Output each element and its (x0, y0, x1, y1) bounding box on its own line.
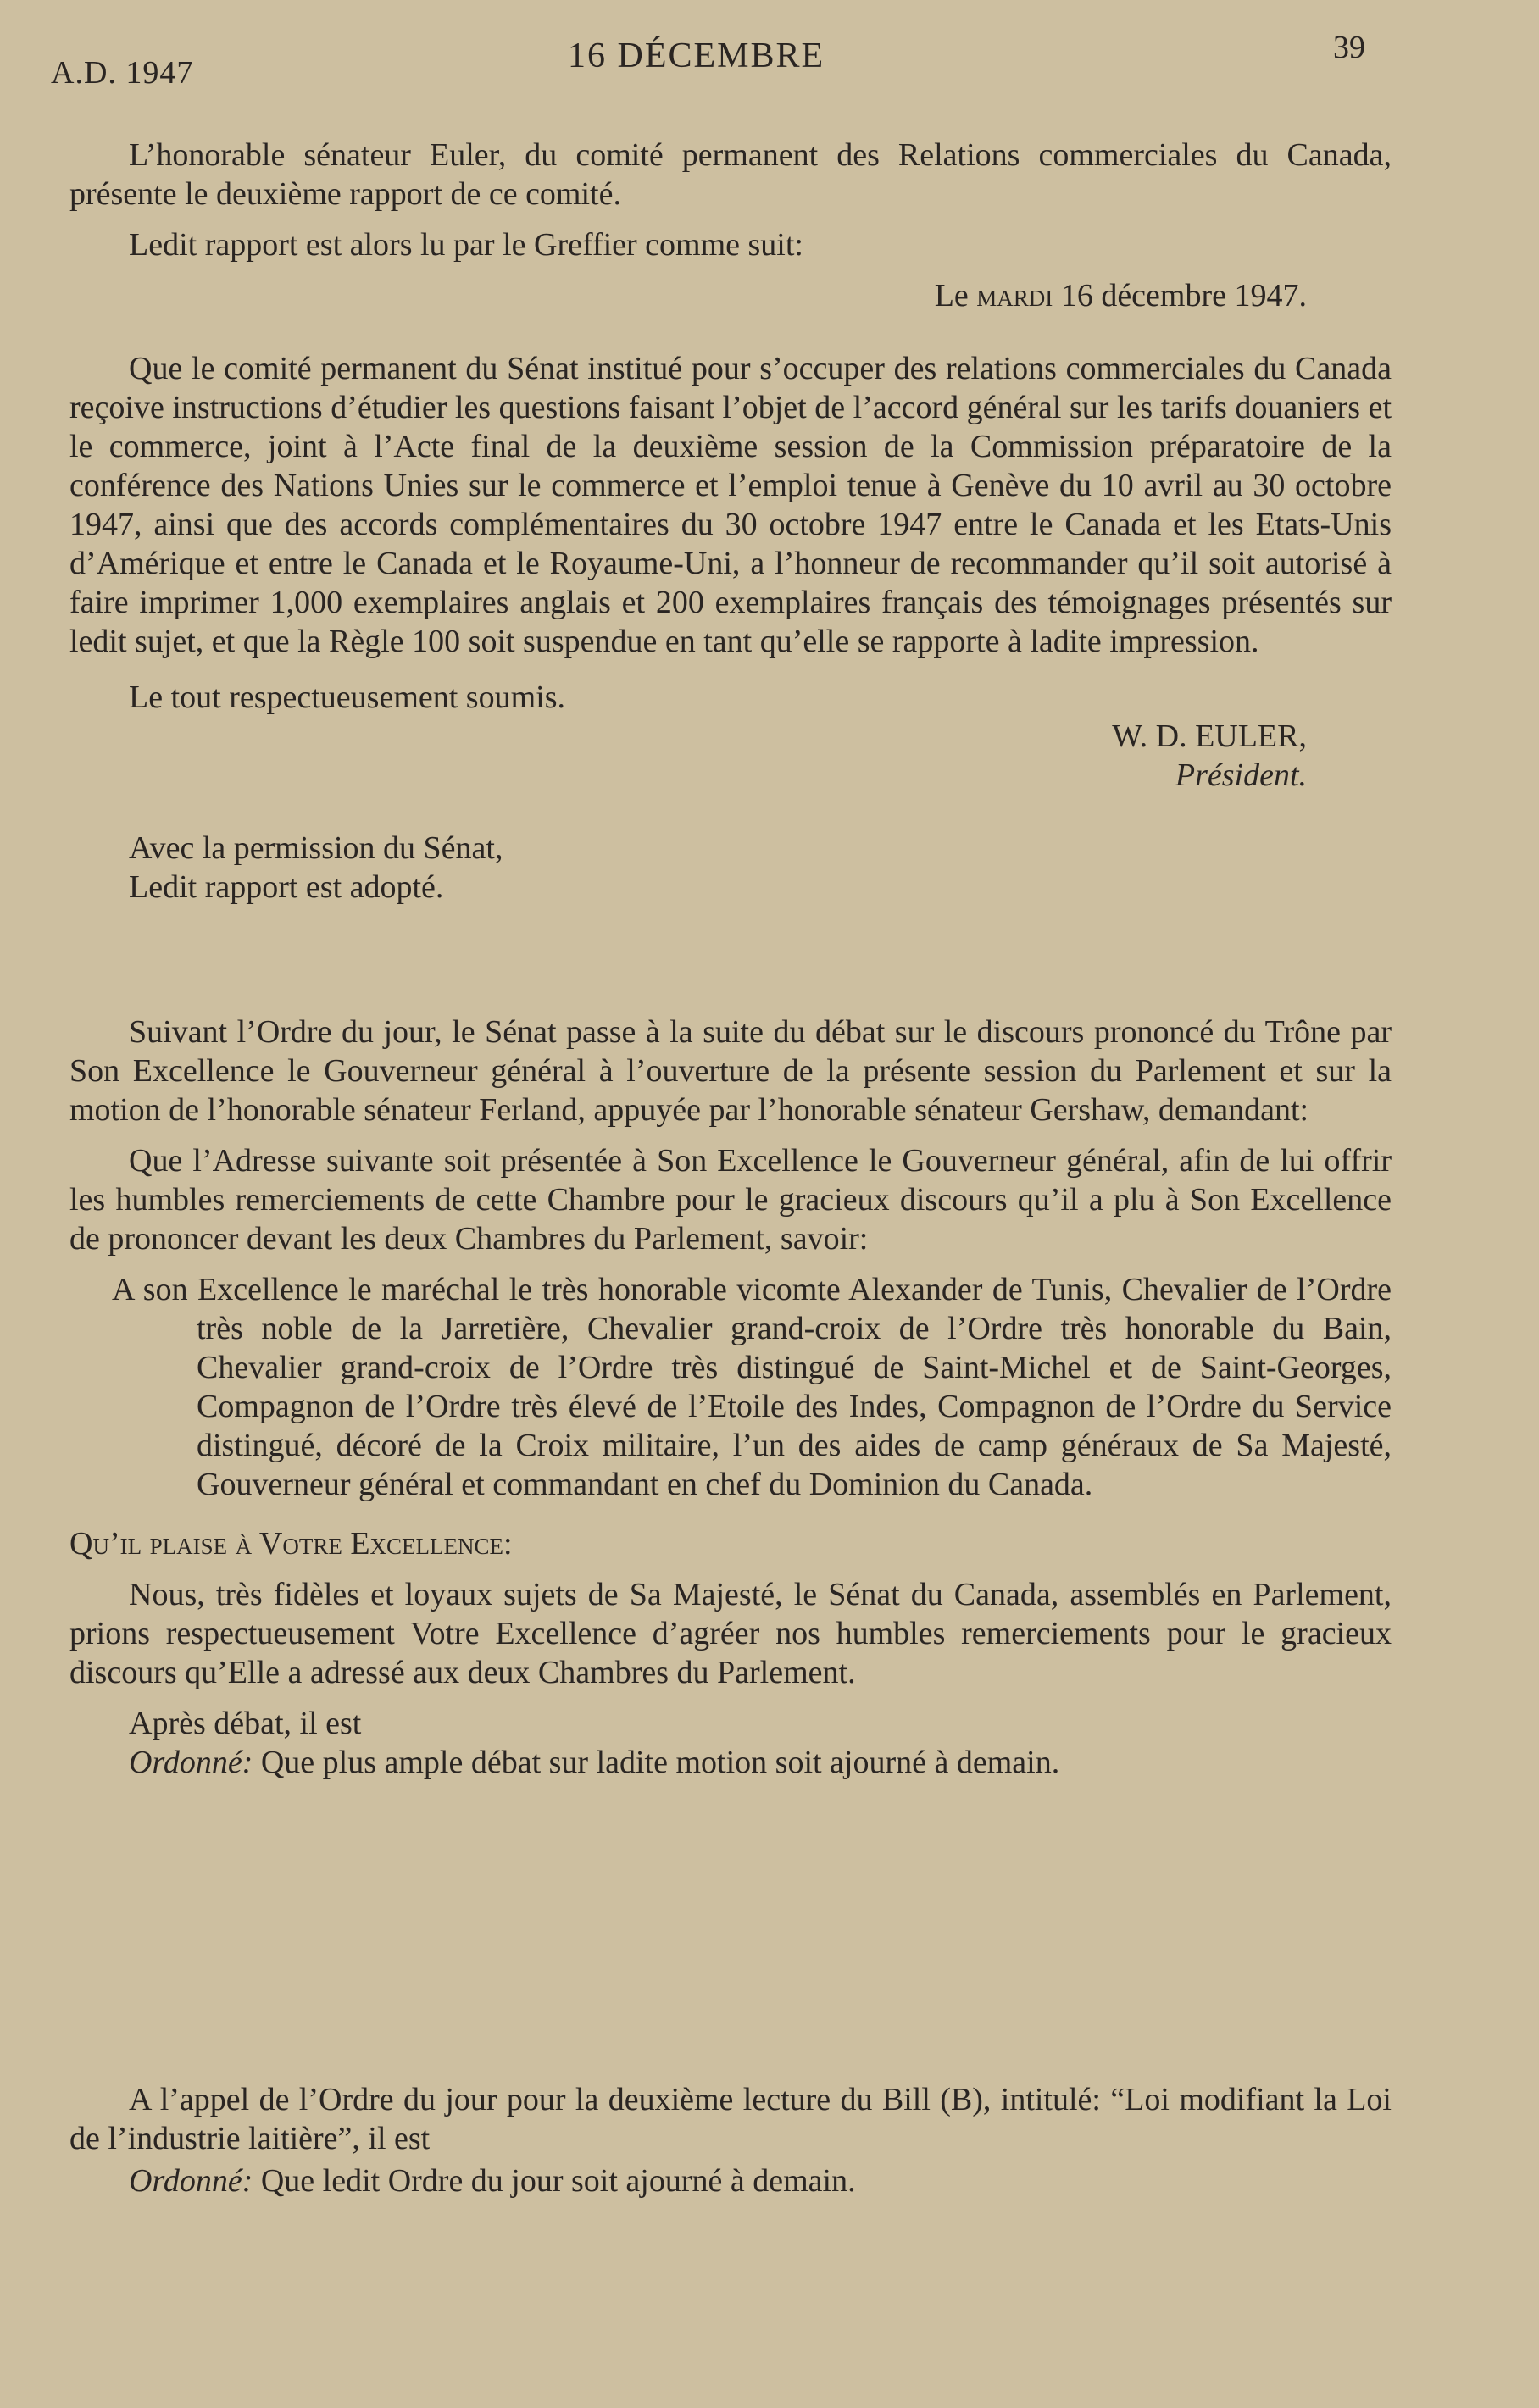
ordered-label-2: Ordonné: (129, 2163, 253, 2199)
report-section (69, 136, 1392, 918)
signer-title: Président. (1175, 757, 1307, 793)
report-date-rest: 16 décembre 1947. (1053, 278, 1307, 313)
report-date-prefix: Le (934, 278, 977, 313)
report-body: Que le comité permanent du Sénat institué pour s’occuper des relations commerciales du Canada reçoive instructions d’étudier les questions faisant l’objet de l’accord général sur les tarifs douaniers et le commerce, joint à l’Acte final de la deuxième session de la Commission préparatoire de la conférence des Nations Unies sur le commerce et l’emploi tenue à Genève du 10 avril au 30 octobre 1947, ainsi que des accords complémentaires du 30 octobre 1947 entre le Canada et les Etats-Unis d’Amérique et entre le Canada et le Royaume-Uni, a l’honneur de recommander qu’il soit autorisé à faire imprimer 1,000 exemplaires anglais et 200 exemplaires français des témoignages présentés sur ledit sujet, et que la Règle 100 soit suspendue en tant qu’elle se rapporte à ladite impression. (69, 351, 1392, 659)
report-date (69, 276, 1392, 315)
adopted-line: Ledit rapport est adopté. (129, 869, 444, 905)
report-submitted: Le tout respectueusement soumis. (129, 680, 565, 715)
ordered-text-2: Que ledit Ordre du jour soit ajourné à demain. (253, 2163, 856, 2199)
page-header (51, 30, 1386, 91)
debate-paragraph: Suivant l’Ordre du jour, le Sénat passe à la suite du débat sur le discours prononcé du Trône par Son Excellence le Gouverneur général à l’ouverture de la présente session du Parlement et sur la motion de l’honorable sénateur Ferland, appuyée par l’honorable sénateur Gershaw, demandant: (69, 1014, 1392, 1128)
address-request: Que l’Adresse suivante soit présentée à Son Excellence le Gouverneur général, afin de lui offrir les humbles remerciements de cette Chambre pour le gracieux discours qu’il a plu à Son Excellence de prononcer devant les deux Chambres du Parlement, savoir: (69, 1143, 1392, 1257)
report-intro: L’honorable sénateur Euler, du comité permanent des Relations commerciales du Canada, présente le deuxième rapport de ce comité. (69, 137, 1392, 212)
report-date-day: mardi (976, 278, 1053, 313)
addressee-paragraph: A son Excellence le maréchal le très honorable vicomte Alexander de Tunis, Chevalier de l’Ordre très noble de la Jarretière, Chevalier grand-croix de l’Ordre très honorable du Bain, Chevalier grand-croix de l’Ordre très distingué de Saint-Michel et de Saint-Georges, Compagnon de l’Ordre très élevé de l’Etoile des Indes, Compagnon de l’Ordre du Service distingué, décoré de la Croix militaire, l’un des aides de camp généraux de Sa Majesté, Gouverneur général et commandant en chef du Dominion du Canada. (112, 1272, 1392, 1502)
bill-section (69, 2080, 1392, 2212)
salutation-line: Qu’il plaise à Votre Excellence: (69, 1526, 513, 1562)
bill-call: A l’appel de l’Ordre du jour pour la deuxième lecture du Bill (B), intitulé: “Loi modifiant la Loi de l’industrie laitière”, il est (69, 2082, 1392, 2156)
address-section (69, 1013, 1392, 1794)
report-read: Ledit rapport est alors lu par le Greffier comme suit: (129, 227, 803, 263)
permission-line: Avec la permission du Sénat, (129, 830, 503, 866)
ordered-line-2 (69, 2161, 1392, 2200)
page-number: 39 (1333, 30, 1365, 65)
ordered-text-1: Que plus ample débat sur ladite motion soit ajourné à demain. (253, 1745, 1060, 1780)
ordered-line-1 (69, 1743, 1392, 1782)
header-year: A.D. 1947 (51, 55, 194, 91)
header-date: 16 DÉCEMBRE (568, 36, 825, 75)
ordered-label-1: Ordonné: (129, 1745, 253, 1780)
address-body: Nous, très fidèles et loyaux sujets de Sa Majesté, le Sénat du Canada, assemblés en Parlement, prions respectueusement Votre Excellence d’agréer nos humbles remerciements pour le gracieux discours qu’Elle a adressé aux deux Chambres du Parlement. (69, 1577, 1392, 1690)
after-debate-line: Après débat, il est (129, 1706, 362, 1741)
signer-name: W. D. EULER, (1112, 719, 1307, 754)
